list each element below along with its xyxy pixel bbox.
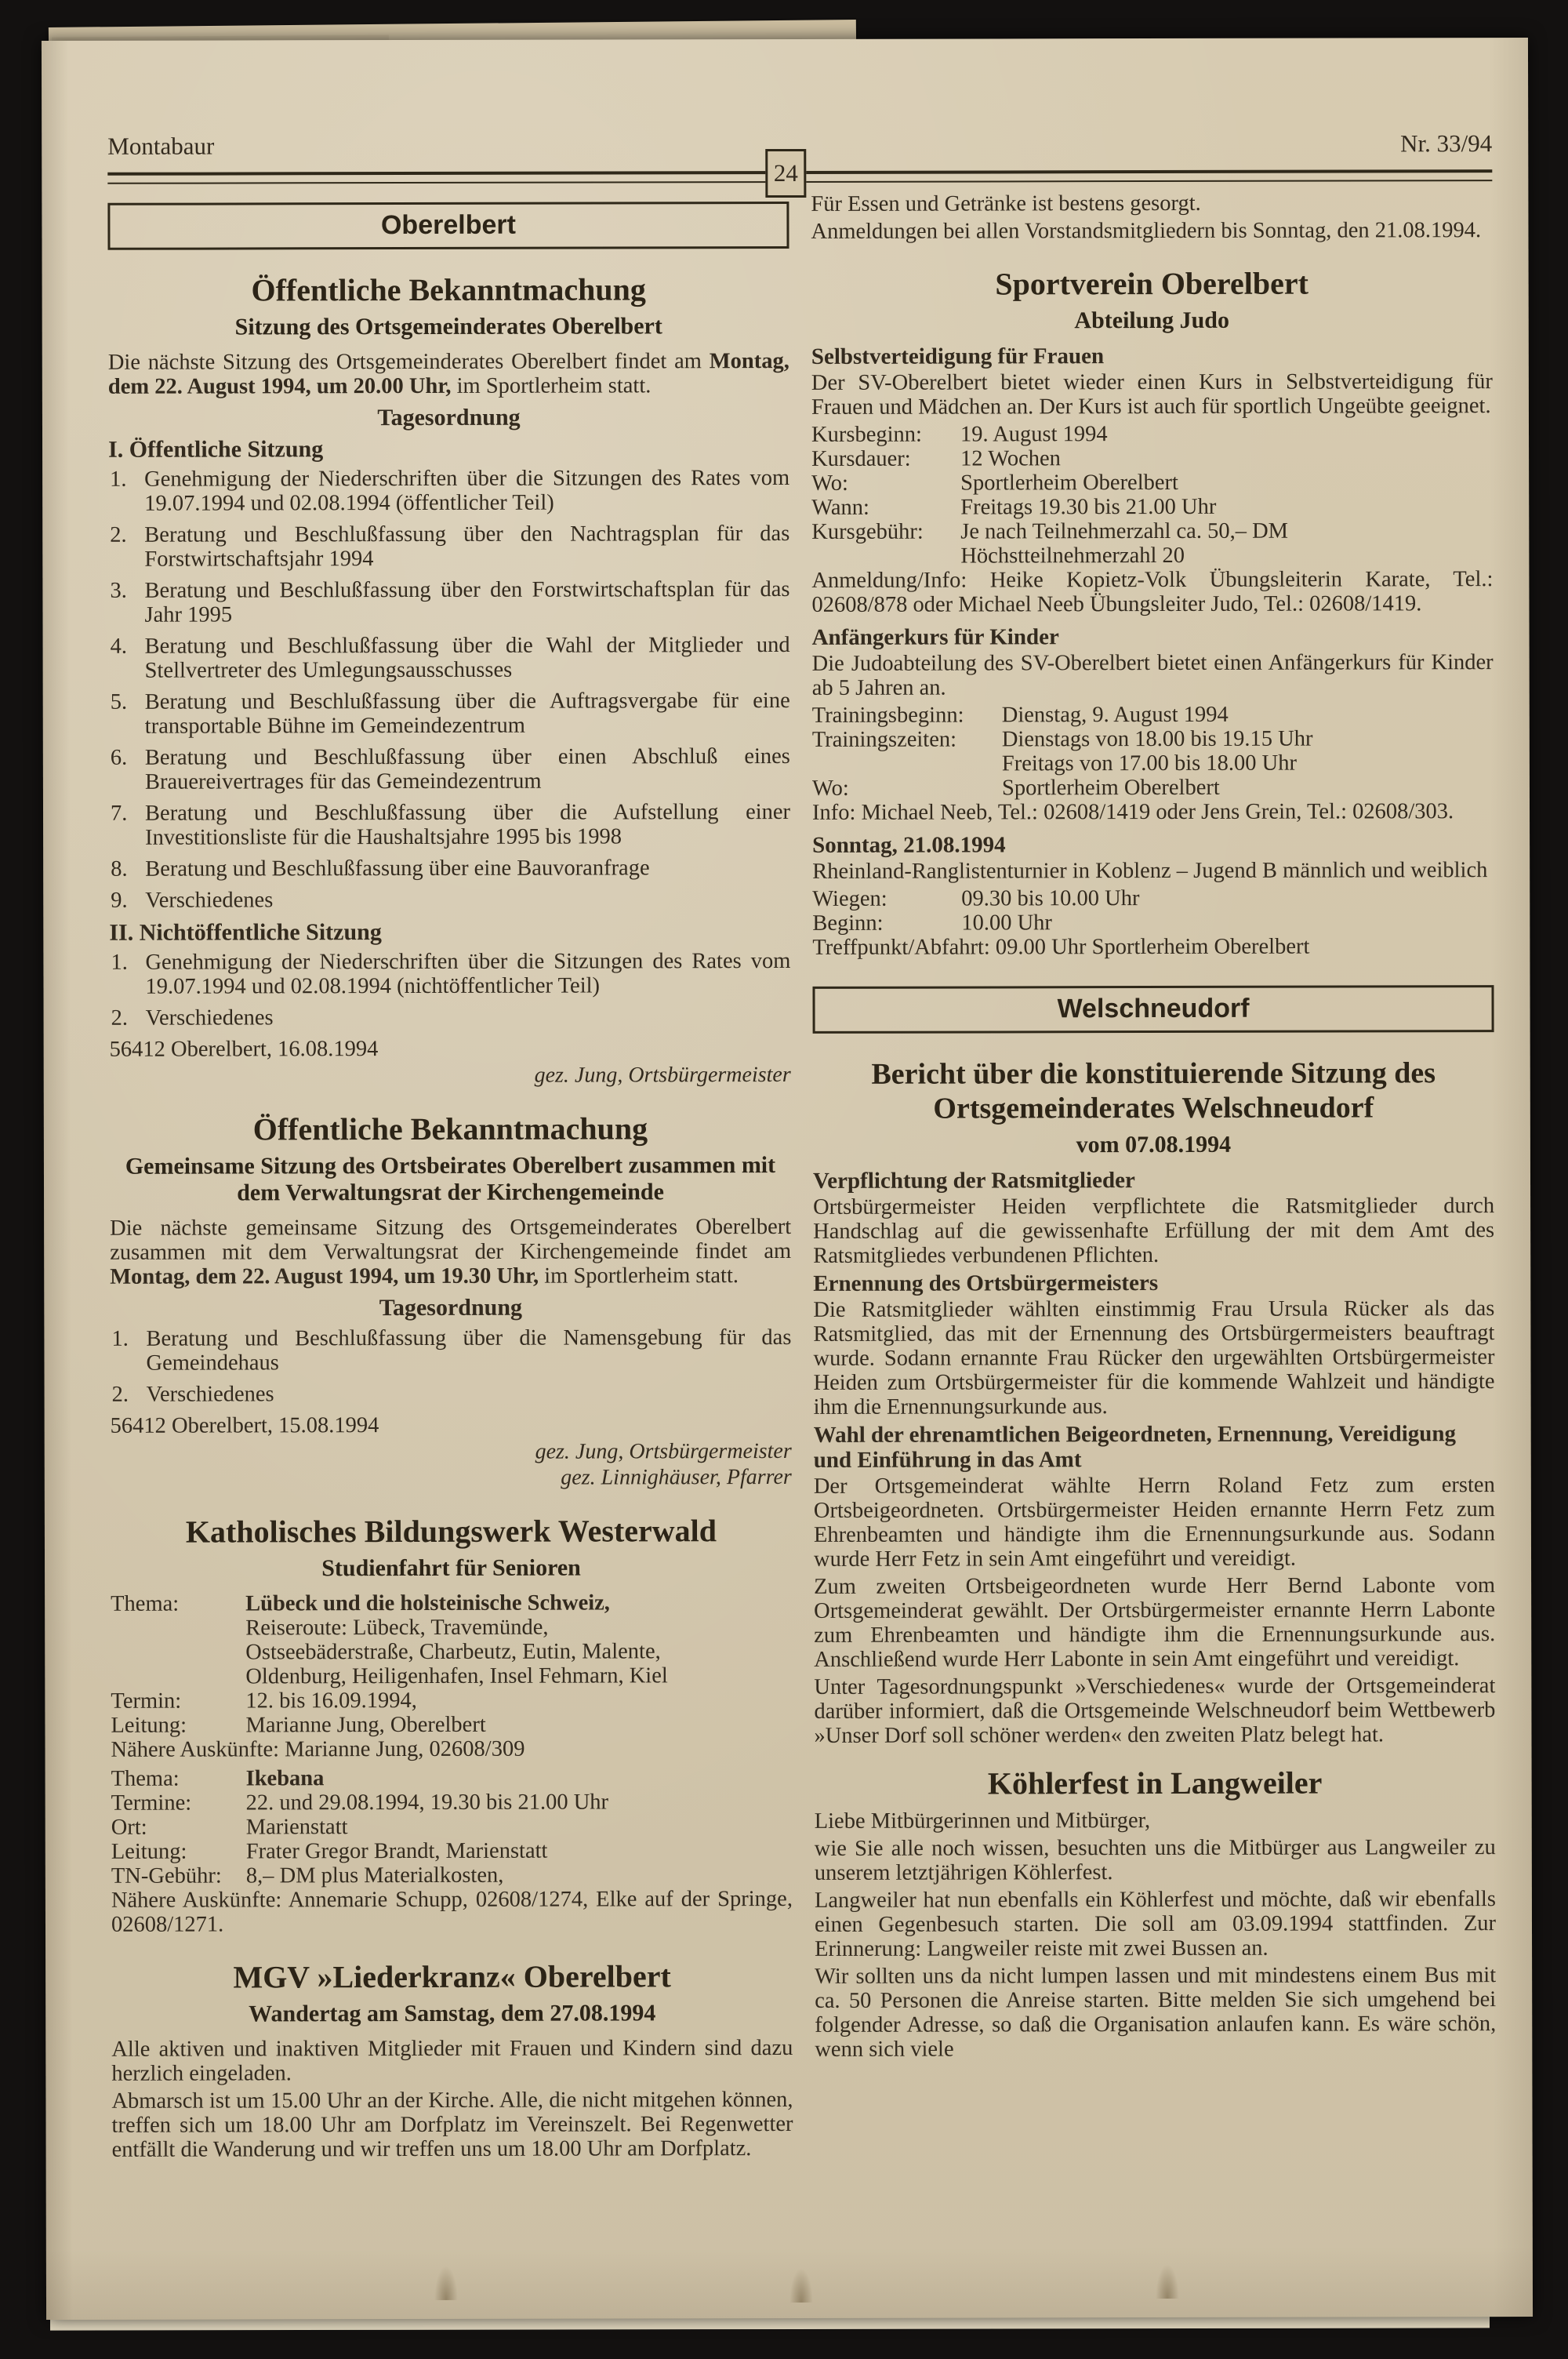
intro-date-bold: Montag, dem 22. August 1994, um 19.30 Uhr, <box>110 1263 539 1289</box>
info-row <box>111 1590 792 1616</box>
agenda-item <box>111 1381 792 1407</box>
agenda-item <box>110 1325 791 1376</box>
agenda-item <box>109 887 790 913</box>
municipality-box-oberelbert <box>107 202 789 250</box>
info-label: Termin: <box>111 1688 182 1714</box>
agenda-list-joint <box>110 1325 791 1407</box>
info-row <box>811 445 1493 471</box>
info-label: Wann: <box>811 495 869 520</box>
paragraph: Langweiler hat nun ebenfalls ein Köhlerfest und möchte, daß wir ebenfalls einen Gegenbesuch starten. Die soll am 03.09.1994 stattfinden. Zur Erinnerung: Langweiler reiste mit zwei Bussen an. <box>814 1887 1497 1961</box>
paragraph: Alle aktiven und inaktiven Mitglieder mit Frauen und Kindern sind dazu herzlich eingeladen. <box>111 2035 793 2086</box>
subsection-heading: Sonntag, 21.08.1994 <box>812 832 1006 858</box>
agenda-item <box>108 522 789 572</box>
info-label: Ort: <box>111 1815 147 1840</box>
info-value: Je nach Teilnehmerzahl ca. 50,– DM <box>960 518 1289 544</box>
paragraph: Anmeldungen bei allen Vorstandsmitgliedern bis Sonntag, den 21.08.1994. <box>811 218 1482 244</box>
section-title: Katholisches Bildungswerk Westerwald <box>185 1513 717 1550</box>
section-subtitle: Wandertag am Samstag, dem 27.08.1994 <box>249 2000 656 2027</box>
info-row <box>111 1814 793 1840</box>
paper-tear-mark <box>789 2268 813 2303</box>
intro-date-bold: Montag, dem 22. August 1994, um 20.00 Uhr, <box>107 348 789 399</box>
agenda-item-text: Beratung und Beschlußfassung über eine Bauvoranfrage <box>145 856 650 881</box>
info-value: Freitags von 17.00 bis 18.00 Uhr <box>1001 751 1297 776</box>
agenda-item-text: Verschiedenes <box>145 1005 274 1030</box>
meeting-point-line: Treffpunkt/Abfahrt: 09.00 Uhr Sportlerheim Oberelbert <box>812 934 1310 960</box>
info-row <box>111 1712 792 1738</box>
info-row <box>811 543 1493 569</box>
info-row <box>812 885 1494 911</box>
info-row <box>111 1838 793 1864</box>
intro-text-end: im Sportlerheim statt. <box>451 373 652 398</box>
paragraph: Die Judoabteilung des SV-Oberelbert bietet einen Anfängerkurs für Kinder ab 5 Jahren an. <box>811 650 1494 700</box>
info-value: Sportlerheim Oberelbert <box>1001 775 1220 801</box>
header-town: Montabaur <box>107 132 215 160</box>
info-value: Ikebana <box>245 1766 325 1791</box>
signature: gez. Jung, Ortsbürgermeister <box>535 1438 792 1464</box>
info-row <box>111 1688 792 1714</box>
paper-tear-mark <box>1156 2264 1179 2299</box>
info-label: Wo: <box>811 776 849 801</box>
koehlerfest-section <box>815 1765 1497 2062</box>
paragraph: Zum zweiten Ortsbeigeordneten wurde Herr Bernd Labonte vom Ortsgemeinderat gewählt. Der Ortsbürgermeister ernannte Herrn Labonte zum Ehrenbeamten und händigte ihm die Ernennungsurkunde aus. Anschließend wurde Herr Labonte in sein Amt eingeführt und vereidigt. <box>814 1573 1496 1672</box>
info-value: 10.00 Uhr <box>961 911 1052 936</box>
agenda-item-text: Beratung und Beschlußfassung über die Auftragsvergabe für eine transportable Bühne im Gemeindezentrum <box>144 688 790 739</box>
paragraph: Der Ortsgemeinderat wählte Herrn Roland Fetz zum ersten Ortsbeigeordneten. Ortsbürgermeister Heiden ernannte Herrn Fetz zum Ehrenbeamten und händigte ihm die Ernennungsurkunde aus. Sodann wurde Herr Fetz in sein Amt eingeführt und vereidigt. <box>813 1473 1495 1572</box>
newspaper-page <box>42 38 1533 2320</box>
intro-text: Die nächste Sitzung des Ortsgemeinderates Oberelbert findet am <box>107 349 710 375</box>
paragraph: Liebe Mitbürgerinnen und Mitbürger, <box>814 1808 1151 1834</box>
info-value: 12. bis 16.09.1994, <box>245 1688 417 1714</box>
announcement-subtitle: Gemeinsame Sitzung des Ortsbeirates Oberelbert zusammen mit dem Verwaltungsrat der Kirchengemeinde <box>125 1152 776 1206</box>
agenda-item <box>109 633 790 683</box>
section-title: Sportverein Oberelbert <box>995 265 1308 302</box>
info-label <box>111 1616 245 1640</box>
info-label: Kursgebühr: <box>811 519 924 544</box>
agenda-item <box>108 466 789 516</box>
paragraph: Unter Tagesordnungspunkt »Verschiedenes« wurde der Ortsgemeinderat darüber informiert, daß die Ortsgemeinde Welschneudorf beim Wettbewerb »Unser Dorf soll schöner werden« den zweiten Platz belegt hat. <box>814 1674 1496 1748</box>
paragraph: wie Sie alle noch wissen, besuchten uns die Mitbürger aus Langweiler zu unserem letztjährigen Köhlerfest. <box>814 1835 1496 1885</box>
info-label: Trainingszeiten: <box>811 727 957 752</box>
info-row <box>811 494 1493 520</box>
page-number: 24 <box>773 158 798 187</box>
agenda-item-text: Beratung und Beschlußfassung über den Nachtragsplan für das Forstwirtschaftsjahr 1994 <box>144 521 790 572</box>
info-value: Lübeck und die holsteinische Schweiz, <box>245 1590 610 1616</box>
announcement-title: Öffentliche Bekanntmachung <box>251 271 646 308</box>
paragraph: Ortsbürgermeister Heiden verpflichtete die Ratsmitglieder durch Handschlag auf die gewissenhafte Erfüllung der mit dem Amt des Ratsmitgliedes verbundenen Pflichten. <box>813 1194 1495 1268</box>
info-label: Thema: <box>111 1766 180 1791</box>
info-value: Oldenburg, Heiligenhafen, Insel Fehmarn, Kiel <box>245 1663 668 1689</box>
agenda-item <box>109 744 790 794</box>
info-label: Beginn: <box>812 911 884 936</box>
info-label <box>811 544 960 569</box>
place-date: 56412 Oberelbert, 15.08.1994 <box>110 1413 379 1438</box>
info-value: 8,– DM plus Materialkosten, <box>245 1863 504 1888</box>
sportverein-section <box>811 266 1494 960</box>
agenda-item-text: Beratung und Beschlußfassung über die Namensgebung für das Gemeindehaus <box>146 1325 792 1376</box>
bildungswerk-section <box>111 1514 793 1937</box>
announcement-1 <box>108 272 791 1089</box>
info-value: Reiseroute: Lübeck, Travemünde, <box>245 1615 549 1641</box>
paragraph: Rheinland-Ranglistenturnier in Koblenz – Jugend B männlich und weiblich <box>812 858 1488 884</box>
info-value: 09.30 bis 10.00 Uhr <box>961 886 1140 911</box>
mgv-section <box>111 1959 793 2162</box>
left-column <box>107 183 793 2165</box>
agenda-list-nonpublic <box>109 949 790 1030</box>
agenda-section-1: I. Öffentliche Sitzung <box>108 436 324 463</box>
paper-tear-mark <box>434 2266 458 2300</box>
info-value: Sportlerheim Oberelbert <box>960 470 1178 496</box>
subsection-heading: Wahl der ehrenamtlichen Beigeordneten, Ernennung, Vereidigung und Einführung in das Amt <box>813 1421 1457 1473</box>
info-value: 19. August 1994 <box>960 422 1108 447</box>
paragraph: Die Ratsmitglieder wählten einstimmig Frau Ursula Rücker als das Ratsmitglied, das mit der Ernennung des Ortsbürgermeisters beauftragt wurde. Sodann ernannte Frau Rücker den urgewählten Ortsbürgermeister Heiden zum Ortsbürgermeister für die kommende Wahlzeit und händigte ihm die Ernennungsurkunde aus. <box>813 1296 1495 1419</box>
paragraph: Der SV-Oberelbert bietet wieder einen Kurs in Selbstverteidigung für Frauen und Mädchen an. Der Kurs ist auch für sportlich Ungeübte geeignet. <box>811 369 1493 420</box>
info-value: Marienstatt <box>245 1815 348 1840</box>
welschneudorf-report-section <box>813 1056 1496 1748</box>
header-issue-number: Nr. 33/94 <box>1400 129 1493 158</box>
info-label <box>111 1664 245 1688</box>
contact-line: Nähere Auskünfte: Marianne Jung, 02608/309 <box>111 1736 525 1762</box>
info-label: Trainingsbeginn: <box>811 703 964 728</box>
info-row <box>111 1765 793 1791</box>
agenda-item-text: Verschiedenes <box>146 1382 274 1407</box>
intro-text: Die nächste gemeinsame Sitzung des Ortsgemeinderates Oberelbert zusammen mit dem Verwaltungsrat der Kirchengemeinde findet am <box>110 1214 792 1265</box>
info-label <box>111 1640 245 1664</box>
subsection-heading: Ernennung des Ortsbürgermeisters <box>813 1270 1159 1296</box>
agenda-item <box>108 577 789 627</box>
paragraph: Abmarsch ist um 15.00 Uhr an der Kirche. Alle, die nicht mitgehen können, treffen sich um 18.00 Uhr am Dorfplatz im Vereinszelt. Bei Regenwetter entfällt die Wanderung und wir treffen uns um 18.00 Uhr am Dorfplatz. <box>111 2087 793 2162</box>
announcement-intro <box>108 349 789 399</box>
section-title: Köhlerfest in Langweiler <box>987 1765 1323 1801</box>
section-subtitle: vom 07.08.1994 <box>1076 1131 1232 1158</box>
paragraph: Für Essen und Getränke ist bestens gesorgt. <box>811 191 1201 216</box>
subsection-heading: Anfängerkurs für Kinder <box>811 624 1059 650</box>
place-date: 56412 Oberelbert, 16.08.1994 <box>109 1037 379 1062</box>
agenda-item-text: Verschiedenes <box>145 888 274 913</box>
info-value: Frater Gregor Brandt, Marienstatt <box>245 1838 548 1864</box>
agenda-heading: Tagesordnung <box>379 1294 523 1321</box>
info-row <box>111 1790 793 1816</box>
agenda-item <box>109 689 790 739</box>
info-label: Termine: <box>111 1790 192 1816</box>
info-value: 22. und 29.08.1994, 19.30 bis 21.00 Uhr <box>245 1790 609 1816</box>
info-label <box>812 751 1002 776</box>
section-subtitle: Abteilung Judo <box>1074 307 1230 334</box>
info-row <box>811 470 1493 496</box>
agenda-section-2: II. Nichtöffentliche Sitzung <box>109 919 382 946</box>
info-label: Leitung: <box>111 1713 187 1738</box>
announcement-subtitle: Sitzung des Ortsgemeinderates Oberelbert <box>234 313 662 340</box>
info-row <box>812 702 1494 728</box>
subsection-heading: Selbstverteidigung für Frauen <box>811 343 1105 369</box>
agenda-item <box>109 949 790 999</box>
info-value: Dienstag, 9. August 1994 <box>1001 702 1229 728</box>
info-row <box>111 1639 792 1665</box>
info-row <box>111 1615 792 1641</box>
intro-text-end: im Sportlerheim statt. <box>539 1263 739 1289</box>
paragraph: Anmeldung/Info: Heike Kopietz-Volk Übungsleiterin Karate, Tel.: 02608/878 oder Michael Neeb Übungsleiter Judo, Tel.: 02608/1419. <box>811 567 1494 617</box>
info-row <box>111 1663 792 1689</box>
info-value: Marianne Jung, Oberelbert <box>245 1712 486 1738</box>
info-row <box>812 751 1494 776</box>
agenda-item-text: Beratung und Beschlußfassung über den Forstwirtschaftsplan für das Jahr 1995 <box>144 576 790 627</box>
info-label: Wiegen: <box>812 886 887 911</box>
info-row <box>111 1863 793 1888</box>
municipality-name: Welschneudorf <box>1057 993 1250 1024</box>
info-label: Kursbeginn: <box>811 422 922 447</box>
info-row <box>812 726 1494 752</box>
info-row <box>812 775 1494 801</box>
info-value: Freitags 19.30 bis 21.00 Uhr <box>960 494 1217 520</box>
announcement-2 <box>110 1111 792 1492</box>
agenda-item <box>109 800 790 850</box>
info-label: TN-Gebühr: <box>111 1863 222 1888</box>
section-title: MGV »Liederkranz« Oberelbert <box>233 1958 671 1995</box>
right-column <box>811 181 1496 2164</box>
signature: gez. Linnighäuser, Pfarrer <box>561 1464 792 1490</box>
agenda-item-text: Beratung und Beschlußfassung über die Aufstellung einer Investitionsliste für die Haushaltsjahre 1995 bis 1998 <box>144 799 791 850</box>
info-label: Kursdauer: <box>811 446 911 471</box>
municipality-name: Oberelbert <box>380 209 516 241</box>
agenda-item <box>110 1005 791 1030</box>
content-columns <box>42 181 1532 2165</box>
section-subtitle: Studienfahrt für Senioren <box>321 1554 581 1582</box>
subsection-heading: Verpflichtung der Ratsmitglieder <box>812 1168 1135 1194</box>
agenda-item <box>109 856 790 881</box>
agenda-item-text: Beratung und Beschlußfassung über die Wahl der Mitglieder und Stellvertreter des Umlegungsausschusses <box>144 632 790 683</box>
page-number-box <box>765 149 806 198</box>
announcement-intro <box>110 1215 791 1289</box>
contact-line: Nähere Auskünfte: Annemarie Schupp, 02608/1274, Elke auf der Springe, 02608/1271. <box>111 1886 793 1937</box>
info-row <box>811 421 1493 447</box>
info-value: Höchstteilnehmerzahl 20 <box>960 543 1185 569</box>
announcement-title: Öffentliche Bekanntmachung <box>252 1110 648 1147</box>
info-label: Thema: <box>111 1591 180 1616</box>
info-row <box>812 910 1494 936</box>
section-title: Bericht über die konstituierende Sitzung des Ortsgemeinderates Welschneudorf <box>871 1056 1436 1125</box>
agenda-list-public <box>108 466 790 913</box>
info-value: Dienstags von 18.00 bis 19.15 Uhr <box>1001 726 1313 752</box>
agenda-item-text: Beratung und Beschlußfassung über einen Abschluß eines Brauereivertrages für das Gemeindezentrum <box>144 743 790 794</box>
municipality-box-welschneudorf <box>812 985 1494 1034</box>
paragraph: Wir sollten uns da nicht lumpen lassen und mit mindestens einem Bus mit ca. 50 Personen die Anreise starten. Bitte melden Sie sich umgehend bei folgender Adresse, so daß die Organisation anlaufen kann. Es wäre schön, wenn sich viele <box>815 1963 1497 2062</box>
paragraph: Info: Michael Neeb, Tel.: 02608/1419 oder Jens Grein, Tel.: 02608/303. <box>811 799 1454 825</box>
info-value: Ostseebäderstraße, Charbeutz, Eutin, Malente, <box>245 1639 661 1665</box>
info-label: Leitung: <box>111 1839 187 1864</box>
agenda-heading: Tagesordnung <box>377 404 521 431</box>
signature: gez. Jung, Ortsbürgermeister <box>534 1062 791 1088</box>
agenda-item-text: Genehmigung der Niederschriften über die Sitzungen des Rates vom 19.07.1994 und 02.08.1994 (öffentlicher Teil) <box>144 465 790 516</box>
info-value: 12 Wochen <box>960 446 1061 471</box>
agenda-item-text: Genehmigung der Niederschriften über die Sitzungen des Rates vom 19.07.1994 und 02.08.1994 (nichtöffentlicher Teil) <box>145 948 791 999</box>
info-label: Wo: <box>811 471 848 496</box>
info-row <box>811 518 1493 544</box>
